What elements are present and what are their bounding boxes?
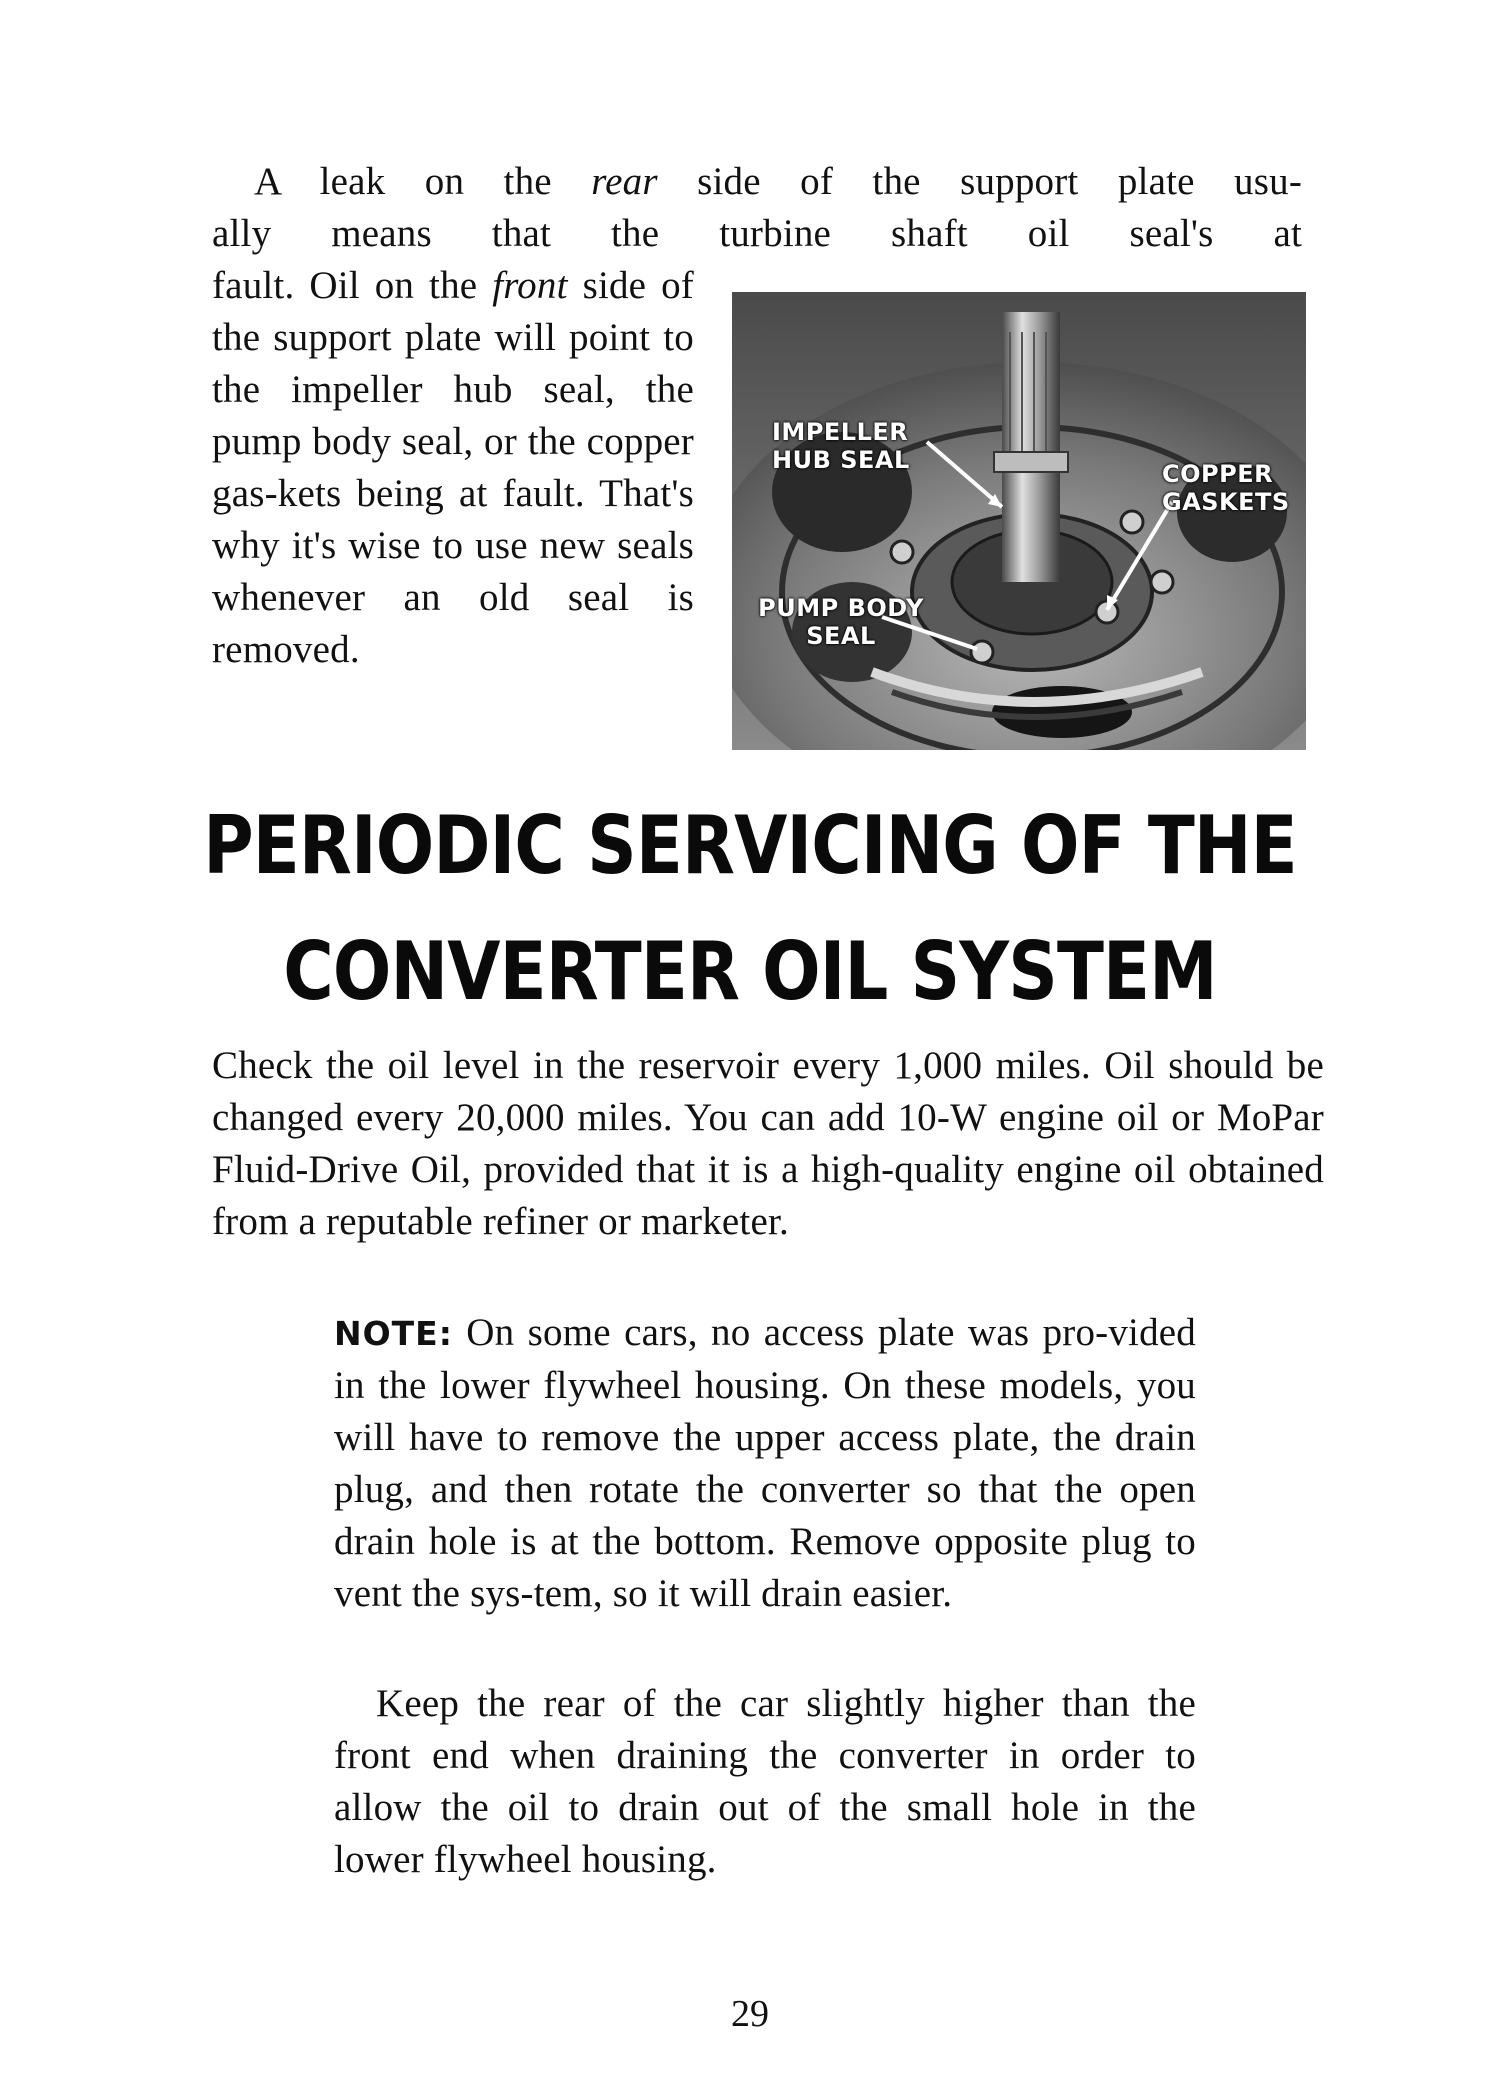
oil-check-paragraph: Check the oil level in the reservoir every 1,000 miles. Oil should be changed every 20,000 miles. You can add 10-W engine oil or MoPar Fluid-Drive Oil, provided that it is a high-quality engine oil obtained from a reputable refiner or marketer. [212,1044,1324,1243]
intro-line-2: ally means that the turbine shaft oil seal's at [212,212,1302,255]
emphasis-rear: rear [591,160,658,203]
page-number: 29 [731,1993,769,2035]
intro-line-1: A leak on the rear side of the support plate usu- [254,160,1303,203]
label-copper-gaskets: COPPER GASKETS [1162,460,1290,516]
note-paragraph [334,1307,1196,1620]
note-label: NOTE: [334,1314,453,1353]
converter-seal-photo [732,292,1306,750]
section-heading-line-2: CONVERTER OIL SYSTEM [283,925,1217,1018]
note-text: On some cars, no access plate was pro-vided in the lower flywheel housing. On these models, you will have to remove the upper access plate, the drain plug, and then rotate the converter so that the open drain hole is at the bottom. Remove opposite plug to vent the sys-tem, so it will drain easier. [334,1311,1197,1615]
section-heading-line-1: PERIODIC SERVICING OF THE [203,799,1297,892]
emphasis-front: front [492,264,568,307]
label-impeller-hub-seal: IMPELLER HUB SEAL [772,418,910,474]
draining-paragraph: Keep the rear of the car slightly higher than the front end when draining the converter in order to allow the oil to drain out of the small hole in the lower flywheel housing. [334,1682,1196,1881]
intro-full-width-lines [212,156,1302,260]
converter-illustration [732,292,1306,750]
label-pump-body-seal: PUMP BODY SEAL [758,594,924,650]
intro-column-text: fault. Oil on the front side of the support plate will point to the impeller hub seal, the pump body seal, or the copper gas-kets being at fault. That's why it's wise to use new seals whenever an old seal is removed. [212,264,694,671]
